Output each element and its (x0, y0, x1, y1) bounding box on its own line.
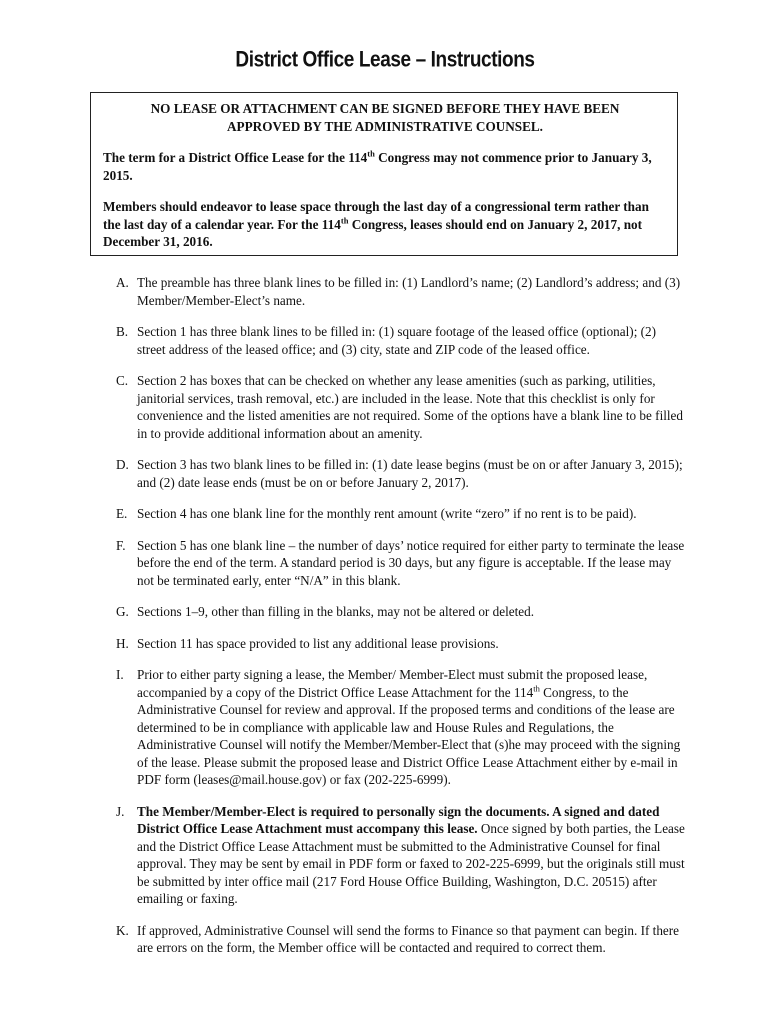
item-letter: K. (116, 922, 129, 938)
instruction-item-h (116, 635, 686, 653)
notice-box (90, 92, 678, 256)
item-letter: D. (116, 457, 129, 472)
item-letter: E. (116, 506, 128, 521)
item-letter: I. (116, 667, 124, 682)
instruction-item-e (116, 505, 686, 523)
item-bold-text: The Member/Member-Elect is required to personally sign the documents. A signed and dated District Office Lease Attachment must accompany this lease. (137, 803, 660, 836)
members-sup: th (340, 215, 349, 226)
item-text-a: Prior to either party signing a lease, the Member/ Member-Elect must submit the proposed lease, accompanied by a copy of the District Office Lease Attachment for the 114 (137, 667, 648, 700)
instruction-item-k (116, 922, 686, 957)
item-text: Once signed by both parties, the Lease and the District Office Lease Attachment must be submitted to the Administrative Counsel for final approval. They may be sent by email in PDF form or faxed to 202-225-6999, but the originals still must be submitted by inter office mail (217 Ford House Office Building, Washington, D.C. 20515) after emailing or faxing. (137, 821, 685, 906)
item-sup: th (533, 683, 540, 694)
term-sup: th (367, 148, 375, 159)
instruction-item-g (116, 603, 686, 621)
item-text: Section 11 has space provided to list any additional lease provisions. (137, 635, 499, 651)
item-letter: G. (116, 604, 129, 619)
item-letter: H. (116, 635, 129, 651)
term-notice (103, 149, 667, 184)
instruction-item-a (116, 274, 686, 309)
term-text-b: Congress may not commence prior to January 3, 2015. (103, 150, 652, 183)
item-letter: F. (116, 537, 126, 553)
members-notice (103, 198, 667, 251)
instruction-item-b (116, 323, 686, 358)
instruction-item-c (116, 372, 686, 442)
instruction-item-j (116, 803, 686, 908)
item-text: The preamble has three blank lines to be filled in: (1) Landlord’s name; (2) Landlord’s address; and (3) Member/Member-Elect’s name. (137, 275, 681, 308)
item-letter: B. (116, 324, 129, 339)
instruction-item-f (116, 537, 686, 590)
instruction-item-d (116, 456, 686, 491)
page-title: District Office Lease – Instructions (235, 48, 535, 73)
item-letter: C. (116, 373, 129, 388)
item-letter: J. (116, 803, 125, 819)
item-text: If approved, Administrative Counsel will send the forms to Finance so that payment can begin. If there are errors on the form, the Member office will be contacted and required to correct them. (137, 922, 680, 955)
members-text-a: Members should endeavor to lease space through the last day of a congressional term rather than the last day of a calendar year. For the 114 (103, 199, 649, 232)
item-text: Section 3 has two blank lines to be filled in: (1) date lease begins (must be on or after January 3, 2015); and (2) date lease ends (must be on or before January 2, 2017). (137, 457, 683, 490)
instruction-item-i (116, 666, 686, 789)
item-text-b: Congress, to the Administrative Counsel for review and approval. If the proposed terms and conditions of the lease are determined to be in compliance with applicable law and House Rules and Regulations, the Administrative Counsel will notify the Member/Member-Elect that (s)he may proceed with the signing of the lease. Please submit the proposed lease and District Office Lease Attachment either by e-mail in PDF form (leases@mail.house.gov) or fax (202-225-6999). (137, 684, 681, 787)
item-letter: A. (116, 275, 129, 290)
item-text: Section 5 has one blank line – the number of days’ notice required for either party to terminate the lease before the end of the term. A standard period is 30 days, but any figure is acceptable. If the lease may not be terminated early, enter “N/A” in this blank. (137, 537, 685, 588)
term-text-a: The term for a District Office Lease for the 114 (103, 150, 368, 165)
item-text: Section 1 has three blank lines to be filled in: (1) square footage of the leased office (optional); (2) street address of the leased office; and (3) city, state and ZIP code of the leased office. (137, 324, 657, 357)
warning-line-2: APPROVED BY THE ADMINISTRATIVE COUNSEL. (227, 118, 543, 134)
item-text: Section 2 has boxes that can be checked on whether any lease amenities (such as parking, utilities, janitorial services, trash removal, etc.) are included in the lease. Note that this checklist is only for convenience and the listed amenities are not required. Some of the options have a blank line to be filled in to provide additional information about an amenity. (137, 373, 684, 441)
instruction-list (116, 274, 686, 971)
members-text-b: Congress, leases should end on January 2, 2017, not December 31, 2016. (103, 216, 643, 249)
item-text: Section 4 has one blank line for the monthly rent amount (write “zero” if no rent is to be paid). (137, 506, 637, 521)
warning-line-1: NO LEASE OR ATTACHMENT CAN BE SIGNED BEFORE THEY HAVE BEEN (150, 101, 620, 116)
item-text: Sections 1–9, other than filling in the blanks, may not be altered or deleted. (137, 604, 534, 619)
